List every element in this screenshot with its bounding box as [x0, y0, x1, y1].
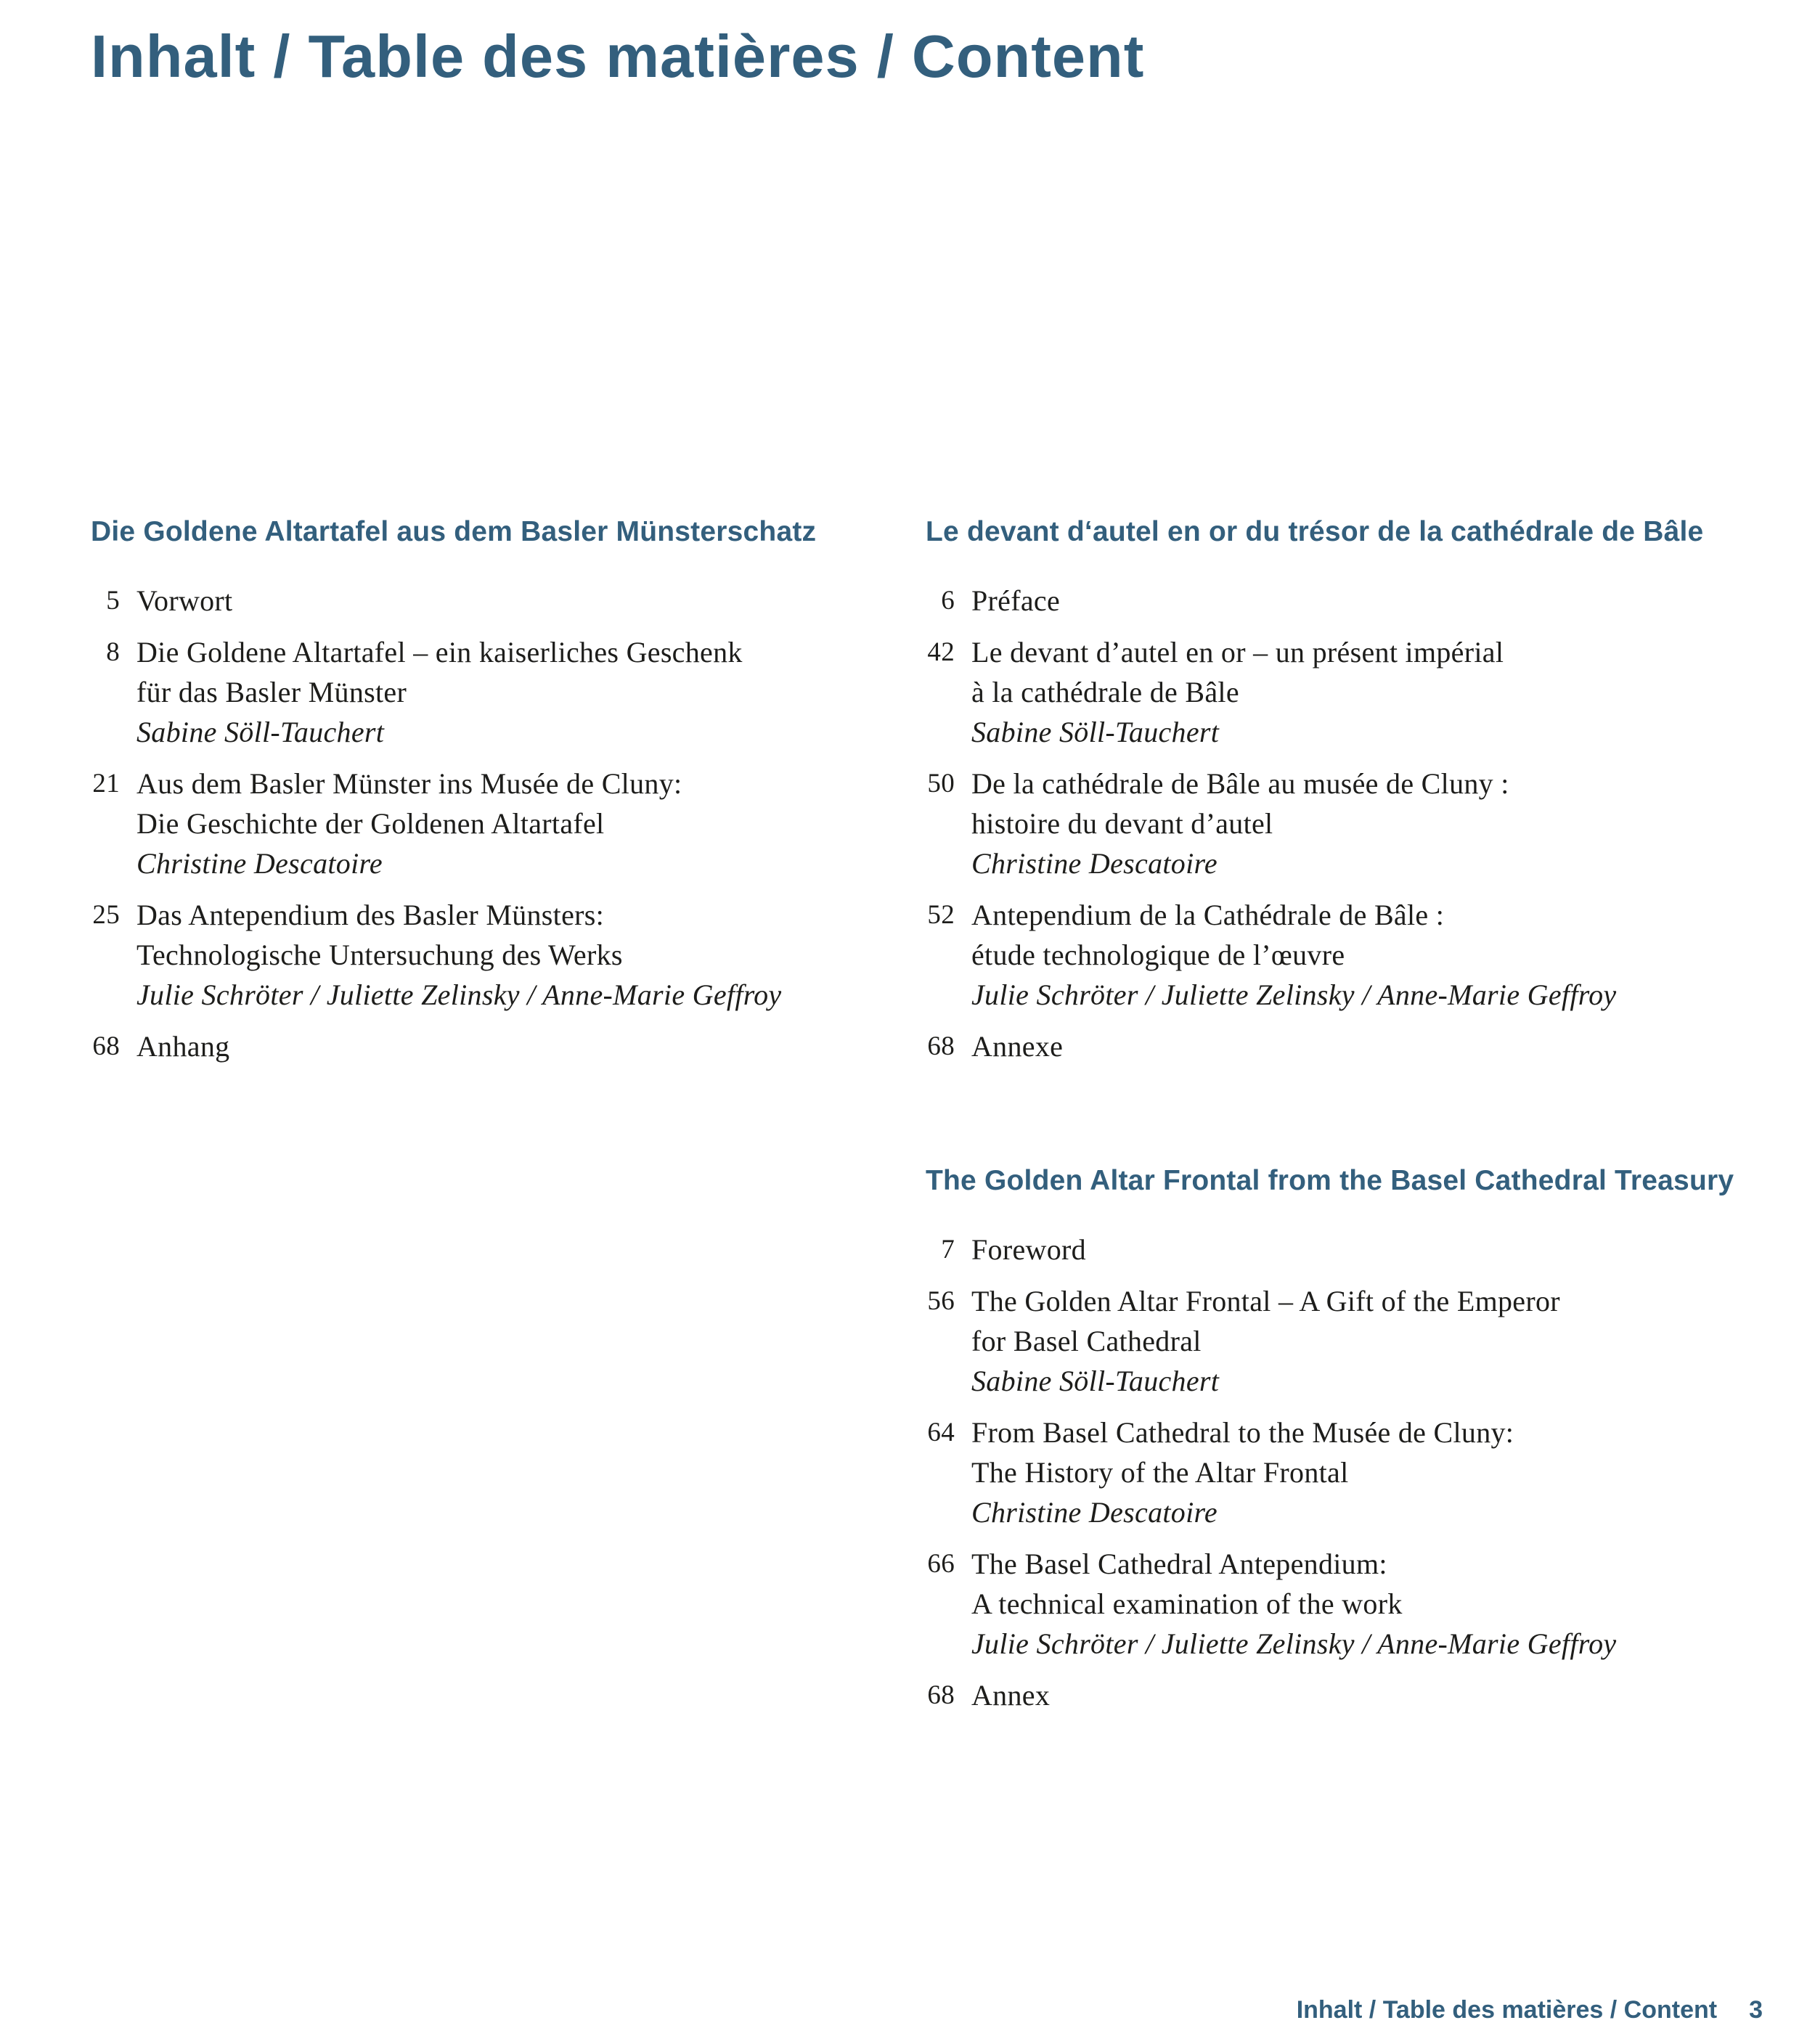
toc-entry: [91, 764, 902, 883]
entry-body: [971, 1413, 1514, 1532]
entry-body: [971, 581, 1060, 621]
entry-body: [136, 895, 781, 1015]
entry-title-line: Vorwort: [136, 584, 233, 617]
section-german: [91, 515, 902, 1066]
column-left: [91, 515, 902, 1727]
entry-title-line: Die Geschichte der Goldenen Altartafel: [136, 807, 605, 840]
entry-title-line: à la cathédrale de Bâle: [971, 676, 1239, 708]
entry-page-number: 6: [941, 586, 955, 616]
column-right: [926, 515, 1737, 1727]
toc-entry: [926, 1544, 1737, 1664]
section-french: [926, 515, 1737, 1066]
entry-body: [971, 1230, 1086, 1270]
entry-page-number: 50: [927, 769, 955, 798]
entry-title-line: Annex: [971, 1679, 1051, 1712]
entry-authors: Sabine Söll-Tauchert: [136, 716, 385, 748]
entry-body: [971, 1544, 1616, 1664]
entry-authors: Christine Descatoire: [971, 847, 1218, 880]
entry-body: [971, 632, 1504, 752]
entry-title-line: The History of the Altar Frontal: [971, 1456, 1349, 1489]
entry-page-number: 8: [106, 637, 120, 667]
entry-title-line: From Basel Cathedral to the Musée de Cluny:: [971, 1416, 1514, 1449]
entry-body: [971, 764, 1509, 883]
entry-title-line: Die Goldene Altartafel – ein kaiserliches Geschenk: [136, 636, 743, 669]
entry-page-number: 52: [927, 900, 955, 930]
entry-page-number: 68: [927, 1031, 955, 1061]
toc-entry: [926, 764, 1737, 883]
entry-title-line: The Basel Cathedral Antependium:: [971, 1548, 1387, 1580]
entry-page-number: 25: [92, 900, 120, 930]
entry-title-line: Préface: [971, 584, 1061, 617]
entry-title-line: Antependium de la Cathédrale de Bâle :: [971, 899, 1445, 931]
entry-page-number: 66: [927, 1549, 955, 1579]
entry-body: [971, 1281, 1560, 1401]
toc-entry: [91, 581, 902, 621]
entry-title-line: for Basel Cathedral: [971, 1325, 1202, 1357]
entry-title-line: De la cathédrale de Bâle au musée de Cluny :: [971, 767, 1509, 800]
footer-page-number: 3: [1749, 1996, 1763, 2024]
entry-page-number: 7: [941, 1235, 955, 1264]
entry-body: [136, 1026, 229, 1066]
toc-entry: [926, 1413, 1737, 1532]
entry-authors: Sabine Söll-Tauchert: [971, 1365, 1220, 1397]
entry-title-line: étude technologique de l’œuvre: [971, 939, 1345, 971]
footer-title: Inhalt / Table des matières / Content: [1296, 1996, 1718, 2024]
entry-authors: Julie Schröter / Juliette Zelinsky / Anne-Marie Geffroy: [136, 978, 782, 1011]
toc-entry: [926, 1230, 1737, 1270]
entry-title-line: für das Basler Münster: [136, 676, 407, 708]
entry-title-line: Anhang: [136, 1030, 230, 1063]
entry-page-number: 56: [927, 1286, 955, 1316]
toc-entry: [926, 1026, 1737, 1066]
section-english: [926, 1164, 1737, 1715]
toc-entry: [926, 1281, 1737, 1401]
entry-authors: Julie Schröter / Juliette Zelinsky / Anne-Marie Geffroy: [971, 1627, 1617, 1660]
entry-page-number: 42: [927, 637, 955, 667]
toc-entry: [91, 895, 902, 1015]
entry-authors: Christine Descatoire: [136, 847, 383, 880]
section-heading-english: The Golden Altar Frontal from the Basel Cathedral Treasury: [926, 1165, 1734, 1196]
entry-title-line: Le devant d’autel en or – un présent impérial: [971, 636, 1504, 669]
entry-title-line: Aus dem Basler Münster ins Musée de Cluny:: [136, 767, 682, 800]
entry-title-line: Technologische Untersuchung des Werks: [136, 939, 623, 971]
toc-entry: [926, 581, 1737, 621]
entry-page-number: 5: [106, 586, 120, 616]
toc-entry: [91, 632, 902, 752]
entry-title-line: A technical examination of the work: [971, 1587, 1403, 1620]
toc-columns: [91, 515, 1737, 1727]
entry-page-number: 68: [92, 1031, 120, 1061]
toc-entry: [91, 1026, 902, 1066]
entry-body: [136, 764, 682, 883]
entry-title-line: Foreword: [971, 1233, 1086, 1266]
footer: [1297, 1998, 1763, 2022]
toc-entry: [926, 895, 1737, 1015]
page-title: Inhalt / Table des matières / Content: [91, 23, 1145, 90]
entry-body: [136, 632, 743, 752]
toc-entry: [926, 632, 1737, 752]
entry-title-line: The Golden Altar Frontal – A Gift of the Emperor: [971, 1285, 1560, 1317]
toc-entry: [926, 1675, 1737, 1715]
entry-title-line: Das Antependium des Basler Münsters:: [136, 899, 605, 931]
entry-authors: Julie Schröter / Juliette Zelinsky / Anne-Marie Geffroy: [971, 978, 1617, 1011]
entry-page-number: 21: [92, 769, 120, 798]
entry-page-number: 68: [927, 1680, 955, 1710]
entry-title-line: histoire du devant d’autel: [971, 807, 1273, 840]
entry-page-number: 64: [927, 1418, 955, 1447]
entry-body: [971, 895, 1616, 1015]
entry-body: [136, 581, 232, 621]
section-heading-french: Le devant d‘autel en or du trésor de la cathédrale de Bâle: [926, 516, 1704, 547]
section-heading-german: Die Goldene Altartafel aus dem Basler Münsterschatz: [91, 516, 817, 547]
entry-body: [971, 1026, 1063, 1066]
entry-authors: Sabine Söll-Tauchert: [971, 716, 1220, 748]
entry-title-line: Annexe: [971, 1030, 1064, 1063]
entry-authors: Christine Descatoire: [971, 1496, 1218, 1529]
entry-body: [971, 1675, 1050, 1715]
